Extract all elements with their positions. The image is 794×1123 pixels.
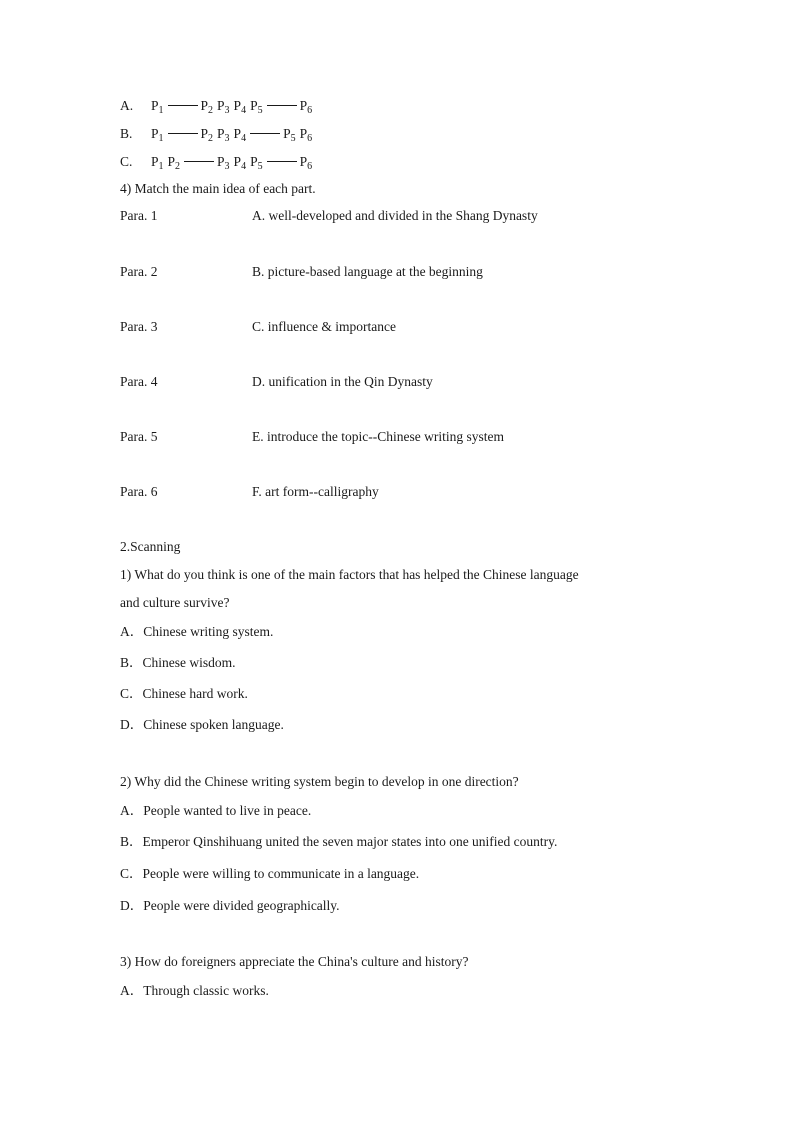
para-description: E. introduce the topic--Chinese writing system: [252, 429, 504, 444]
paragraph-letter: P: [299, 126, 308, 141]
connector-dash: [267, 105, 297, 106]
paragraph-number: 4: [241, 105, 247, 116]
para-label: Para. 4: [120, 374, 158, 389]
question-3-line-1: 3) How do foreigners appreciate the China's culture and history?: [120, 954, 469, 969]
question-2-option: A．People wanted to live in peace.: [120, 803, 312, 818]
para-label: Para. 6: [120, 484, 158, 499]
paragraph-number: 2: [175, 161, 181, 172]
paragraph-number: 1: [158, 161, 164, 172]
paragraph-number: 2: [208, 105, 214, 116]
paragraph-ref: [300, 153, 313, 171]
connector-dash: [184, 161, 214, 162]
para-label: Para. 2: [120, 264, 158, 279]
paragraph-letter: P: [250, 154, 258, 169]
paragraph-letter: P: [233, 154, 242, 169]
para-description: A. well-developed and divided in the Shang Dynasty: [252, 208, 538, 223]
question-2-line-1: 2) Why did the Chinese writing system begin to develop in one direction?: [120, 774, 519, 789]
paragraph-number: 1: [158, 133, 164, 144]
paragraph-ref: [234, 125, 247, 143]
connector-dash: [267, 161, 297, 162]
paragraph-ref: [151, 97, 164, 115]
paragraph-letter: P: [250, 98, 258, 113]
paragraph-letter: P: [200, 98, 209, 113]
paragraph-letter: P: [233, 98, 242, 113]
question-1-option: A．Chinese writing system.: [120, 624, 274, 639]
paragraph-letter: P: [283, 126, 291, 141]
section-title-scanning: 2.Scanning: [120, 539, 181, 554]
para-description: D. unification in the Qin Dynasty: [252, 374, 433, 389]
option-letter: B.: [120, 126, 133, 141]
paragraph-number: 6: [307, 161, 313, 172]
paragraph-ref: [217, 97, 230, 115]
question-2-option: B．Emperor Qinshihuang united the seven major states into one unified country.: [120, 834, 558, 849]
paragraph-number: 5: [257, 161, 263, 172]
paragraph-ref: [300, 97, 313, 115]
paragraph-ref: [250, 97, 263, 115]
question-4-title: 4) Match the main idea of each part.: [120, 181, 316, 196]
question-1-line-2: and culture survive?: [120, 595, 230, 610]
paragraph-ref: [217, 153, 230, 171]
structure-option-b: [120, 125, 312, 143]
paragraph-number: 3: [224, 105, 230, 116]
connector-dash: [168, 133, 198, 134]
paragraph-letter: P: [299, 98, 308, 113]
option-letter: C.: [120, 154, 133, 169]
paragraph-ref: [300, 125, 313, 143]
paragraph-letter: P: [217, 98, 225, 113]
paragraph-number: 4: [241, 161, 247, 172]
paragraph-letter: P: [299, 154, 308, 169]
paragraph-number: 3: [224, 161, 230, 172]
paragraph-letter: P: [167, 154, 176, 169]
paragraph-number: 6: [307, 133, 313, 144]
question-1-line-1: 1) What do you think is one of the main factors that has helped the Chinese language: [120, 567, 579, 582]
paragraph-number: 5: [290, 133, 296, 144]
paragraph-ref: [168, 153, 181, 171]
para-description: C. influence & importance: [252, 319, 396, 334]
connector-dash: [168, 105, 198, 106]
paragraph-letter: P: [200, 126, 209, 141]
paragraph-letter: P: [217, 126, 225, 141]
paragraph-letter: P: [151, 154, 159, 169]
para-description: B. picture-based language at the beginning: [252, 264, 483, 279]
paragraph-letter: P: [217, 154, 225, 169]
paragraph-ref: [201, 97, 214, 115]
paragraph-ref: [151, 125, 164, 143]
paragraph-letter: P: [151, 98, 159, 113]
structure-option-a: [120, 97, 312, 115]
paragraph-number: 5: [257, 105, 263, 116]
paragraph-number: 4: [241, 133, 247, 144]
paragraph-ref: [234, 153, 247, 171]
para-label: Para. 5: [120, 429, 158, 444]
paragraph-number: 2: [208, 133, 214, 144]
structure-option-c: [120, 153, 312, 171]
para-label: Para. 1: [120, 208, 158, 223]
paragraph-ref: [151, 153, 164, 171]
paragraph-ref: [234, 97, 247, 115]
paragraph-ref: [250, 153, 263, 171]
question-3-option: A．Through classic works.: [120, 983, 269, 998]
paragraph-number: 1: [158, 105, 164, 116]
para-description: F. art form--calligraphy: [252, 484, 379, 499]
paragraph-number: 3: [224, 133, 230, 144]
option-letter: A.: [120, 98, 134, 113]
para-label: Para. 3: [120, 319, 158, 334]
paragraph-number: 6: [307, 105, 313, 116]
paragraph-ref: [217, 125, 230, 143]
paragraph-ref: [201, 125, 214, 143]
question-2-option: D．People were divided geographically.: [120, 898, 340, 913]
paragraph-letter: P: [233, 126, 242, 141]
question-2-option: C．People were willing to communicate in a language.: [120, 866, 420, 881]
question-1-option: C．Chinese hard work.: [120, 686, 248, 701]
question-1-option: D．Chinese spoken language.: [120, 717, 284, 732]
paragraph-ref: [283, 125, 296, 143]
paragraph-letter: P: [151, 126, 159, 141]
connector-dash: [250, 133, 280, 134]
question-1-option: B．Chinese wisdom.: [120, 655, 236, 670]
